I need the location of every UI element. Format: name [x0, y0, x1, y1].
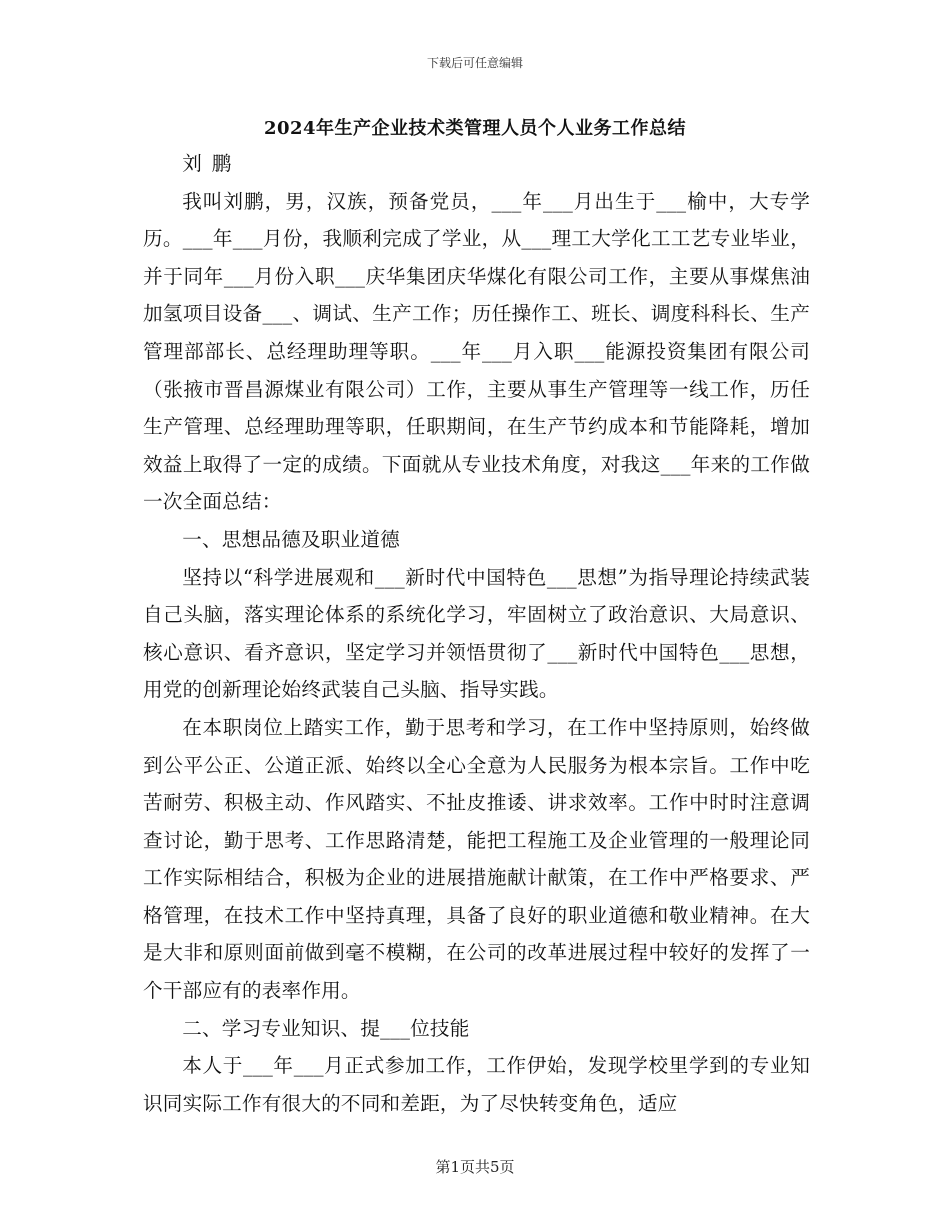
paragraph-study: 本人于___年___月正式参加工作，工作伊始，发现学校里学到的专业知识同实际工作有很大的不同和差距，为了尽快转变角色，适应: [143, 1054, 810, 1115]
header-note: 下载后可任意编辑: [426, 56, 523, 70]
section-heading-2: 二、学习专业知识、提___位技能: [182, 1016, 470, 1040]
document-body: [143, 145, 810, 1122]
paragraph-work-ethic: 在本职岗位上踏实工作，勤于思考和学习，在工作中坚持原则，始终做到公平公正、公道正派、始终以全心全意为人民服务为根本宗旨。工作中吃苦耐劳、积极主动、作风踏实、不扯皮推诿、讲求效率。工作中时时注意调查讨论，勤于思考、工作思路清楚，能把工程施工及企业管理的一般理论同工作实际相结合，积极为企业的进展措施献计献策，在工作中严格要求、严格管理，在技术工作中坚持真理，具备了良好的职业道德和敬业精神。在大是大非和原则面前做到毫不模糊，在公司的改革进展过程中较好的发挥了一个干部应有的表率作用。: [143, 715, 810, 1003]
paragraph-ideology: 坚持以“科学进展观和___新时代中国特色___思想”为指导理论持续武装自己头脑，落实理论体系的系统化学习，牢固树立了政治意识、大局意识、核心意识、看齐意识，坚定学习并领悟贯彻了___新时代中国特色___思想，用党的创新理论始终武装自己头脑、指导实践。: [143, 565, 810, 702]
section-heading-1: 一、思想品德及职业道德: [182, 527, 400, 551]
author-name: 刘鹏: [182, 152, 242, 175]
paragraph-intro: 我叫刘鹏，男，汉族，预备党员，___年___月出生于___榆中，大专学历。___年___月份，我顺利完成了学业，从___理工大学化工工艺专业毕业，并于同年___月份入职___庆华集团庆华煤化有限公司工作，主要从事煤焦油加氢项目设备___、调试、生产工作；历任操作工、班长、调度科科长、生产管理部部长、总经理助理等职。___年___月入职___能源投资集团有限公司（张掖市晋昌源煤业有限公司）工作，主要从事生产管理等一线工作，历任生产管理、总经理助理等职，任职期间，在生产节约成本和节能降耗，增加效益上取得了一定的成绩。下面就从专业技术角度，对我这___年来的工作做一次全面总结：: [143, 189, 810, 514]
document-title: 2024年生产企业技术类管理人员个人业务工作总结: [263, 118, 687, 139]
page-number-footer: 第1页共5页: [435, 1158, 515, 1176]
